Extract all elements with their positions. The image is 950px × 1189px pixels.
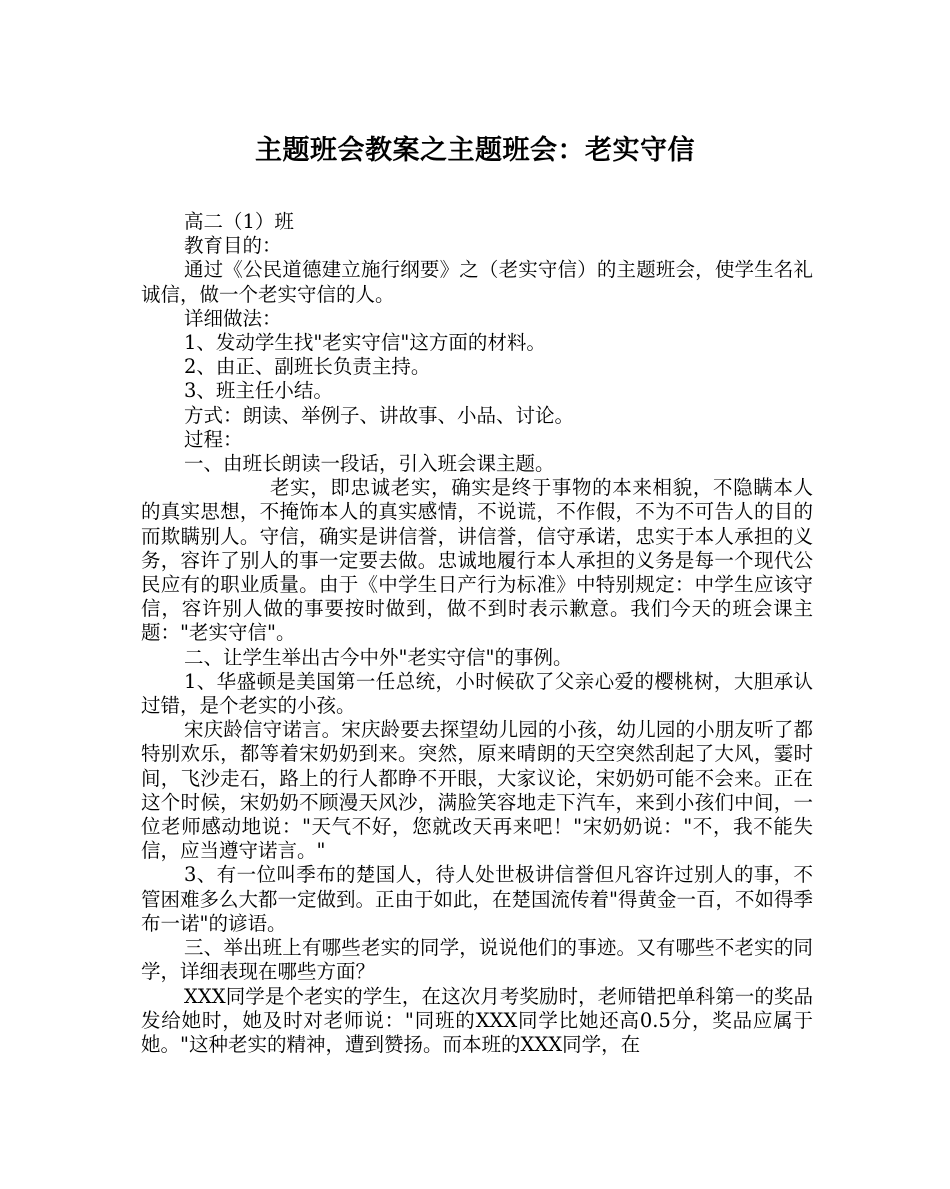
paragraph-step-3: 三、举出班上有哪些老实的同学，说说他们的事迹。又有哪些不老实的同学，详细表现在哪些方面？	[141, 936, 813, 984]
paragraph-method-2: 2、由正、副班长负责主持。	[184, 355, 431, 379]
document-title: 主题班会教案之主题班会：老实守信	[255, 135, 695, 166]
paragraph-process-heading: 过程：	[184, 427, 243, 451]
paragraph-method-heading: 详细做法：	[184, 306, 282, 330]
paragraph-classmate: XXX同学是个老实的学生，在这次月考奖励时，老师错把单科第一的奖品发给她时，她及时对老师说："同班的XXX同学比她还高0.5分，奖品应属于她。"这种老实的精神，遭到赞扬。而本班的XXX同学，在	[141, 984, 813, 1056]
paragraph-example-washington: 1、华盛顿是美国第一任总统，小时候砍了父亲心爱的樱桃树，大胆承认过错，是个老实的小孩。	[141, 669, 813, 718]
paragraph-purpose-heading: 教育目的：	[184, 234, 282, 258]
paragraph-example-jibu: 3、有一位叫季布的楚国人，待人处世极讲信誉但凡容许过别人的事，不管困难多么大都一定做到。正由于如此，在楚国流传着"得黄金一百，不如得季布一诺"的谚语。	[141, 863, 813, 935]
document-body	[141, 210, 813, 1057]
paragraph-example-song: 宋庆龄信守诺言。宋庆龄要去探望幼儿园的小孩，幼儿园的小朋友听了都特别欢乐，都等着宋奶奶到来。突然，原来晴朗的天空突然刮起了大风，霎时间，飞沙走石，路上的行人都睁不开眼，大家议论，宋奶奶可能不会来。正在这个时候，宋奶奶不顾漫天风沙，满脸笑容地走下汽车，来到小孩们中间，一位老师感动地说："天气不好，您就改天再来吧！"宋奶奶说："不，我不能失信，应当遵守诺言。"	[141, 718, 813, 863]
paragraph-step-2: 二、让学生举出古今中外"老实守信"的事例。	[184, 645, 573, 669]
paragraph-class: 高二（1）班	[184, 210, 294, 233]
paragraph-method-1: 1、发动学生找"老实守信"这方面的材料。	[184, 331, 546, 355]
paragraph-reading: 老实，即忠诚老实，确实是终于事物的本来相貌，不隐瞒本人的真实思想，不掩饰本人的真实感情，不说谎，不作假，不为不可告人的目的而欺瞒别人。守信，确实是讲信誉，讲信誉，信守承诺，忠实于本人承担的义务，容许了别人的事一定要去做。忠诚地履行本人承担的义务是每一个现代公民应有的职业质量。由于《中学生日产行为标准》中特别规定：中学生应该守信，容许别人做的事要按时做到，做不到时表示歉意。我们今天的班会课主题："老实守信"。	[141, 476, 813, 645]
paragraph-purpose: 通过《公民道德建立施行纲要》之（老实守信）的主题班会，使学生名礼诚信，做一个老实守信的人。	[141, 258, 813, 306]
paragraph-method-3: 3、班主任小结。	[184, 379, 333, 403]
paragraph-step-1: 一、由班长朗读一段话，引入班会课主题。	[184, 452, 555, 476]
paragraph-format: 方式：朗读、举例子、讲故事、小品、讨论。	[184, 403, 575, 427]
